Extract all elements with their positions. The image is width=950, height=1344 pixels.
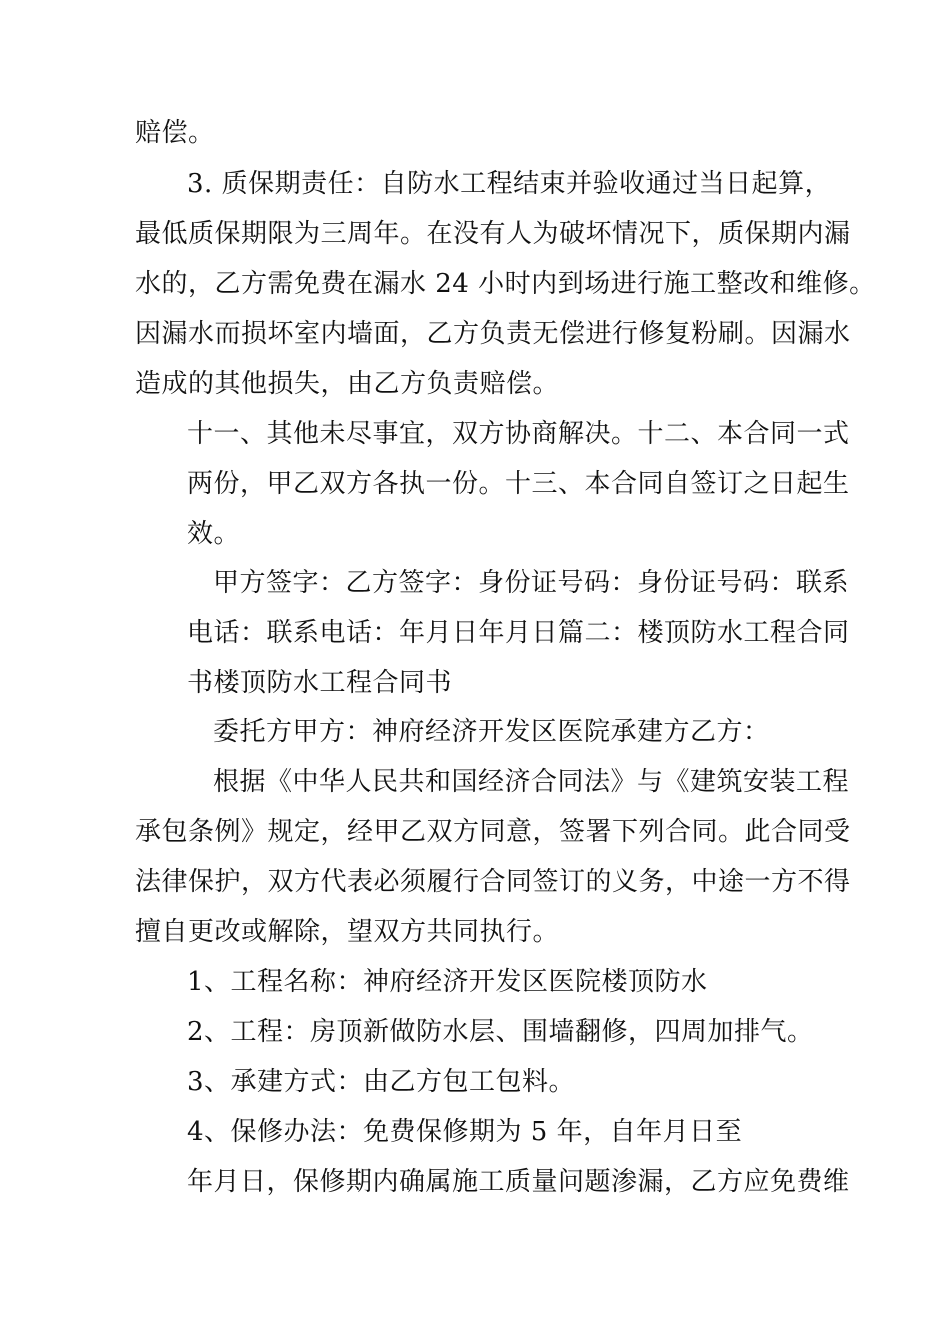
text-line: 擅自更改或解除，望双方共同执行。 bbox=[135, 917, 560, 947]
text-line: 3. 质保期责任：自防水工程结束并验收通过当日起算， bbox=[187, 169, 832, 199]
text-line: 委托方甲方：神府经济开发区医院承建方乙方： bbox=[213, 717, 770, 747]
text-line: 根据《中华人民共和国经济合同法》与《建筑安装工程 bbox=[213, 767, 850, 797]
text-line: 1、工程名称：神府经济开发区医院楼顶防水 bbox=[187, 967, 708, 997]
text-line: 4、保修办法：免费保修期为 5 年，自年月日至 bbox=[187, 1117, 743, 1147]
text-line: 因漏水而损坏室内墙面，乙方负责无偿进行修复粉刷。因漏水 bbox=[135, 319, 851, 349]
text-line: 赔偿。 bbox=[135, 118, 215, 148]
text-line: 两份，甲乙双方各执一份。十三、本合同自签订之日起生 bbox=[187, 469, 850, 499]
text-line: 效。 bbox=[187, 519, 241, 549]
text-line: 法律保护，双方代表必须履行合同签订的义务，中途一方不得 bbox=[135, 867, 851, 897]
text-line: 水的，乙方需免费在漏水 24 小时内到场进行施工整改和维修。 bbox=[135, 269, 876, 299]
text-line: 十一、其他未尽事宜，双方协商解决。十二、本合同一式 bbox=[187, 419, 850, 449]
text-line: 承包条例》规定，经甲乙双方同意，签署下列合同。此合同受 bbox=[135, 817, 851, 847]
text-line: 年月日，保修期内确属施工质量问题渗漏，乙方应免费维 bbox=[187, 1167, 850, 1197]
text-line: 2、工程：房顶新做防水层、围墙翻修，四周加排气。 bbox=[187, 1017, 814, 1047]
text-line: 电话：联系电话：年月日年月日篇二：楼顶防水工程合同 bbox=[187, 618, 850, 648]
text-line: 甲方签字：乙方签字：身份证号码：身份证号码：联系 bbox=[213, 568, 850, 598]
text-line: 书楼顶防水工程合同书 bbox=[187, 668, 453, 698]
text-line: 3、承建方式：由乙方包工包料。 bbox=[187, 1067, 576, 1097]
text-line: 造成的其他损失，由乙方负责赔偿。 bbox=[135, 369, 560, 399]
text-line: 最低质保期限为三周年。在没有人为破坏情况下，质保期内漏 bbox=[135, 219, 851, 249]
